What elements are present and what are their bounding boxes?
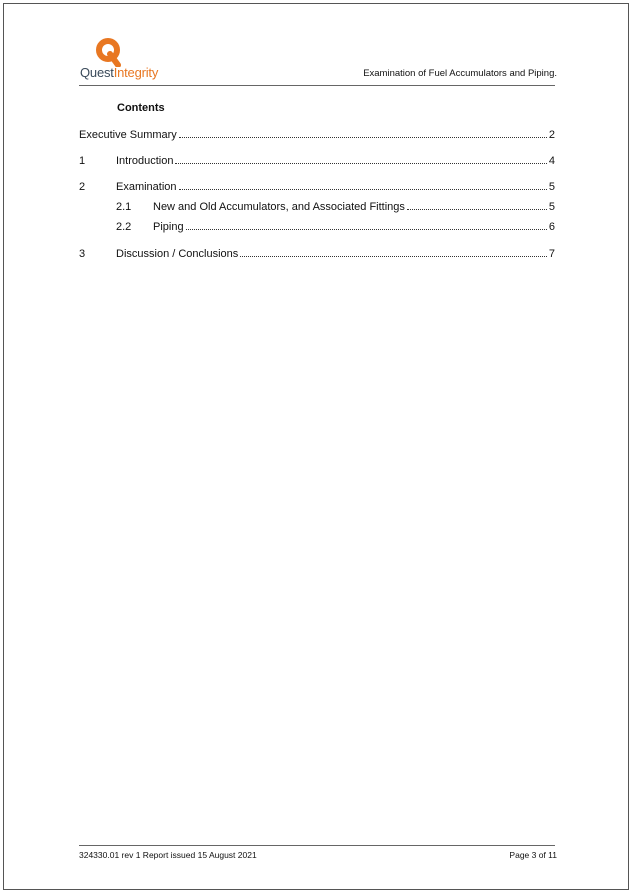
toc-entry-page: 4 [548, 155, 555, 167]
toc-entry-page: 6 [548, 221, 555, 233]
toc-entry-examination[interactable] [79, 179, 555, 193]
logo-wordmark [80, 65, 158, 80]
toc-leader-dots [179, 137, 547, 138]
toc-entry-label: New and Old Accumulators, and Associated Fittings [153, 201, 405, 213]
toc-entry-label: Discussion / Conclusions [116, 248, 239, 260]
toc-entry-number: 2 [79, 181, 86, 193]
footer-report-info: 324330.01 rev 1 Report issued 15 August 2021 [79, 850, 257, 860]
footer-divider [79, 845, 555, 846]
toc-entry-introduction[interactable] [79, 153, 555, 167]
contents-heading: Contents [117, 102, 165, 114]
toc-entry-page: 5 [548, 201, 555, 213]
toc-leader-dots [175, 163, 546, 164]
quest-integrity-logo [80, 37, 180, 85]
toc-entry-page: 2 [548, 129, 555, 141]
toc-entry-label: Piping [153, 221, 184, 233]
header-divider [79, 85, 555, 86]
toc-entry-label: Introduction [116, 155, 174, 167]
header-document-title: Examination of Fuel Accumulators and Piping. [363, 68, 557, 79]
toc-entry-number: 2.1 [116, 201, 132, 213]
toc-entry-label: Examination [116, 181, 177, 193]
toc-leader-dots [179, 189, 547, 190]
toc-entry-number: 3 [79, 248, 86, 260]
footer-page-number: Page 3 of 11 [509, 850, 557, 860]
toc-entry-piping[interactable] [116, 219, 555, 233]
logo-text-integrity: Integrity [113, 65, 159, 80]
toc-entry-page: 7 [548, 248, 555, 260]
toc-entry-label: Executive Summary [79, 129, 177, 141]
toc-entry-executive-summary[interactable] [79, 127, 555, 141]
q-mark-icon [94, 37, 126, 67]
toc-leader-dots [407, 209, 547, 210]
toc-entry-page: 5 [548, 181, 555, 193]
toc-entry-number: 1 [79, 155, 86, 167]
toc-entry-accumulators[interactable] [116, 199, 555, 213]
toc-leader-dots [240, 256, 547, 257]
logo-text-quest: Quest [80, 65, 114, 80]
toc-leader-dots [186, 229, 547, 230]
toc-entry-number: 2.2 [116, 221, 132, 233]
toc-entry-discussion[interactable] [79, 246, 555, 260]
